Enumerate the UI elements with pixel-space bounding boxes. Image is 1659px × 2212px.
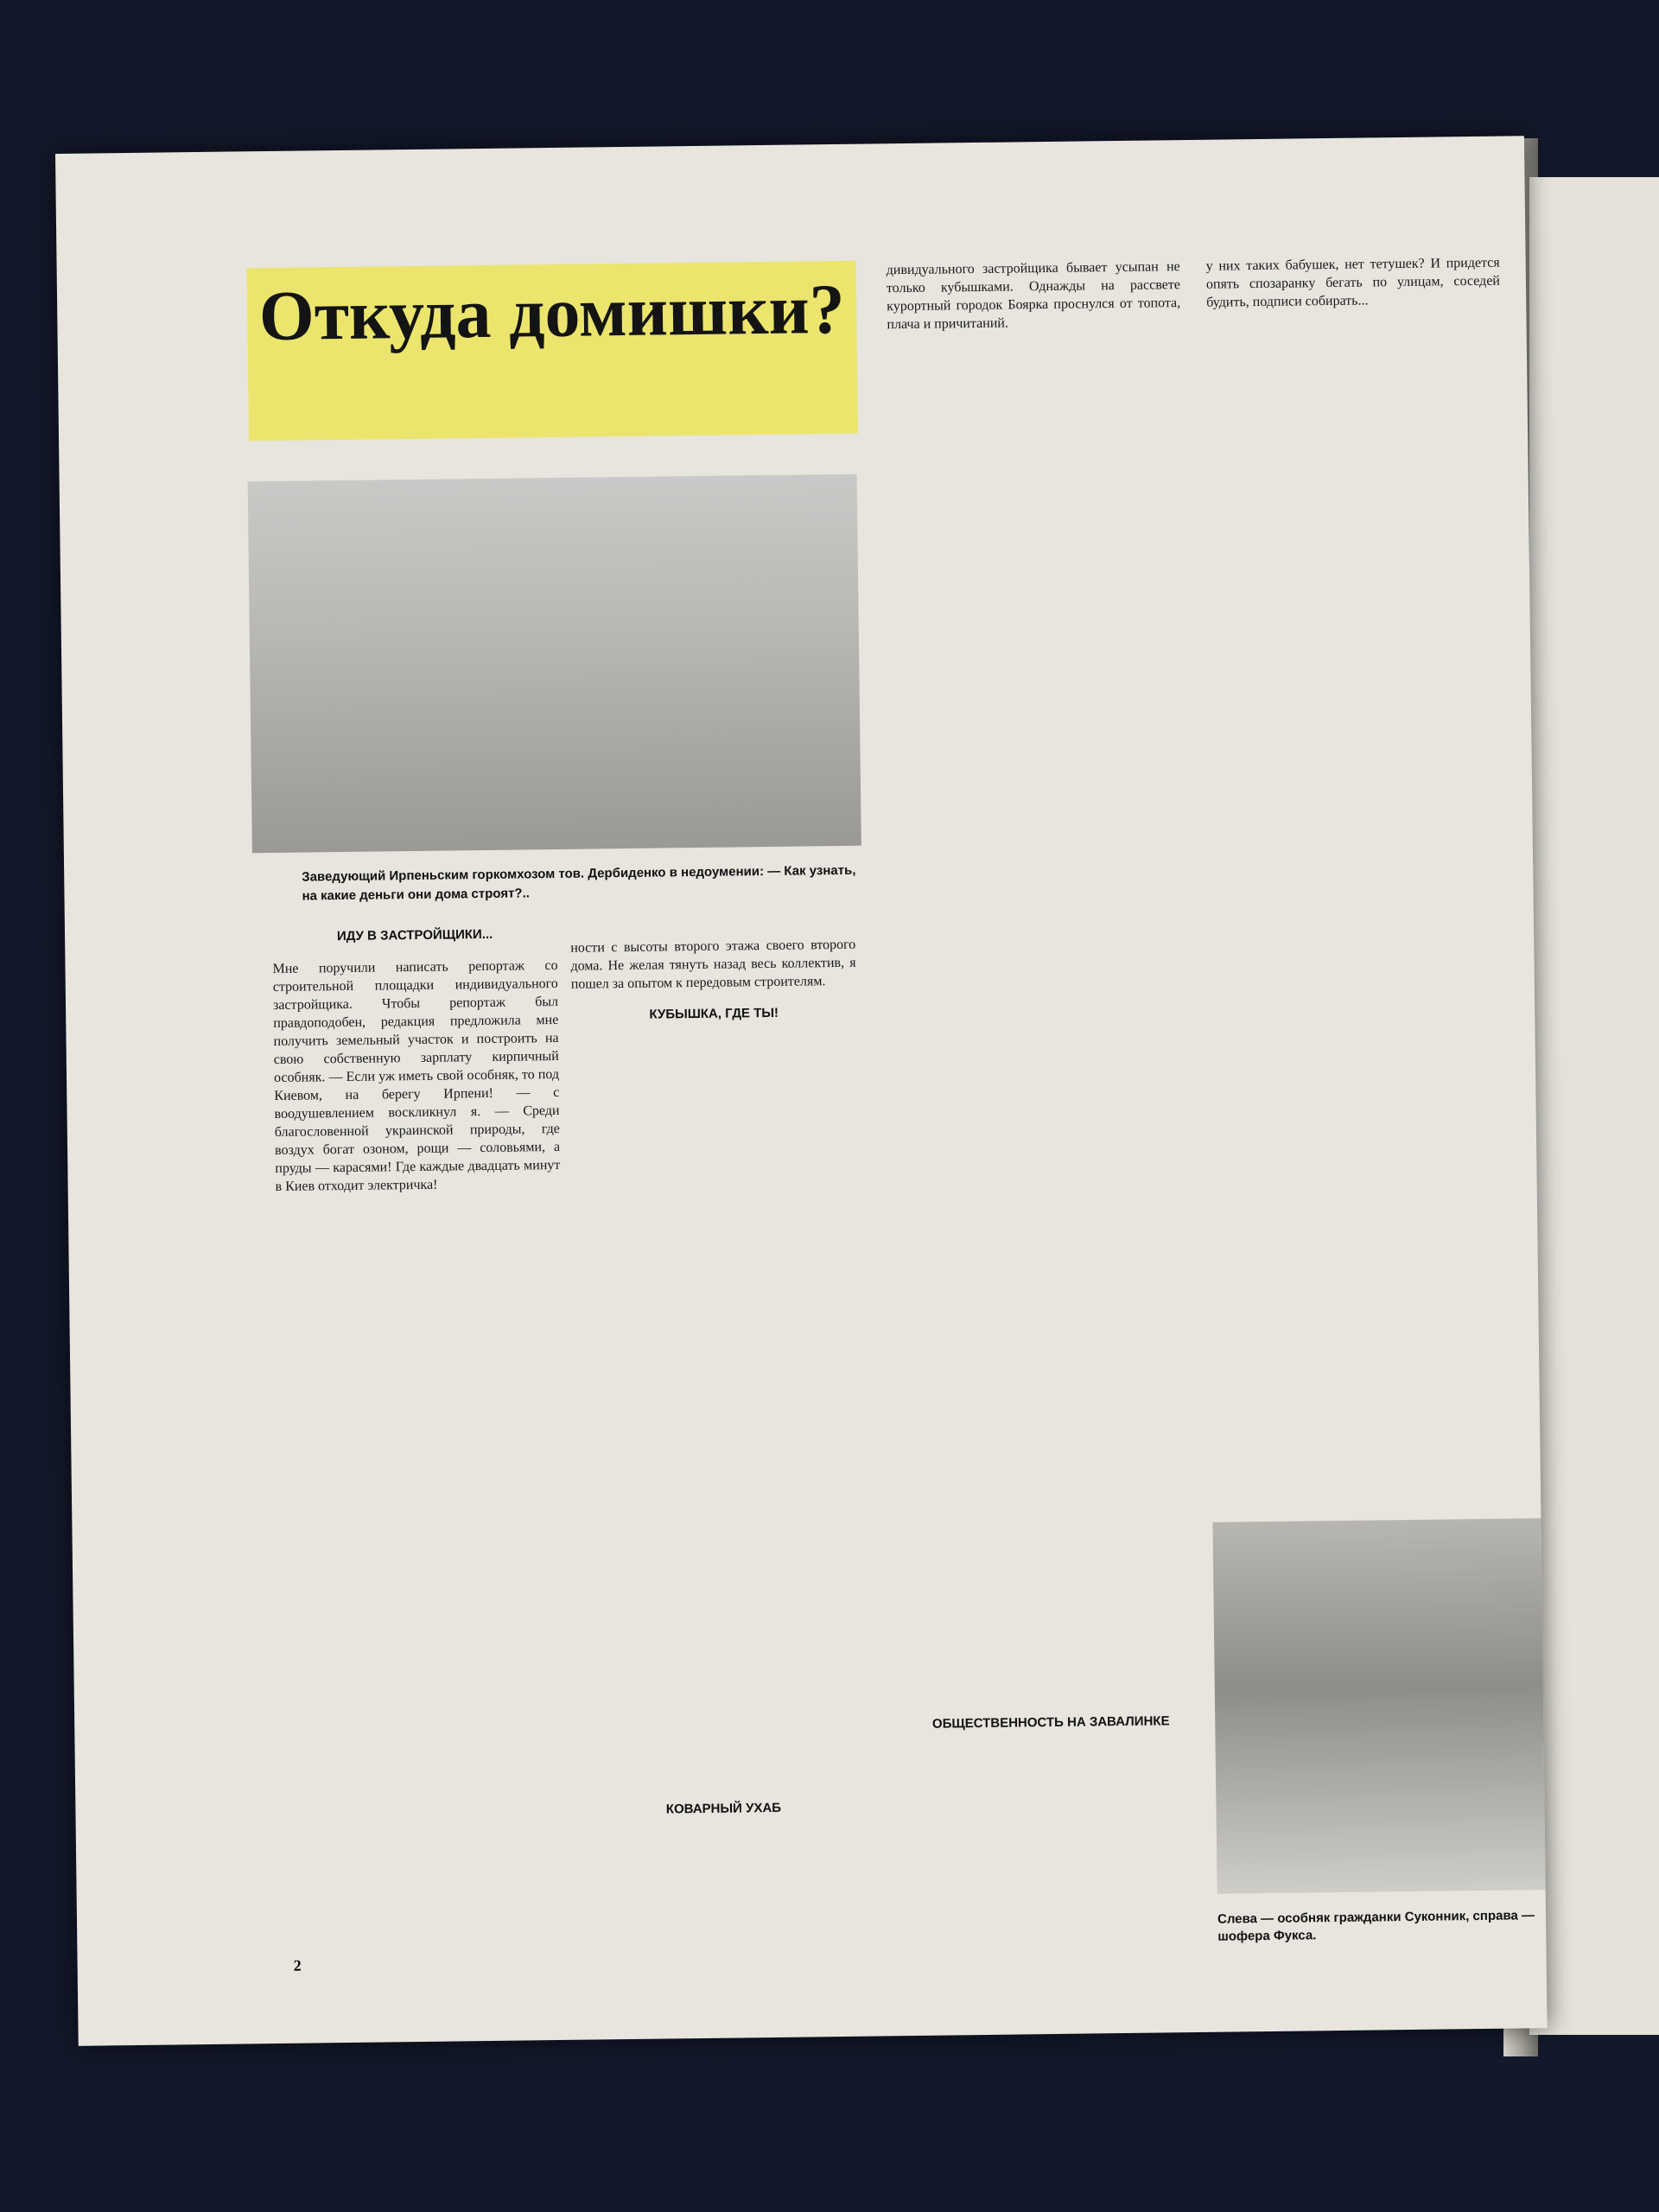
portrait-photo — [248, 474, 861, 854]
adjacent-page — [1529, 177, 1659, 2035]
page-number: 2 — [293, 1956, 302, 1974]
column-text: ности с высоты второго этажа своего второго дома. Не желая тянуть назад весь коллектив, я пошел за опытом к передовым строителям. — [570, 937, 856, 992]
headline: Откуда домишки? — [258, 269, 846, 356]
photo-caption: Заведующий Ирпеньским горкомхозом тов. Дербиденко в недоумении: — Как узнать, на какие деньги они дома строят?.. — [302, 862, 856, 904]
magazine-page — [55, 136, 1548, 2046]
house-photo — [1212, 1518, 1545, 1894]
column-text: у них таких бабушек, нет тетушек? И придется опять спозаранку бегать по улицам, соседей будить, подписи собирать... — [1205, 255, 1501, 310]
headline-box — [247, 261, 858, 442]
house-caption: Слева — особняк гражданки Суконник, справа — шофера Фукса. — [1217, 1908, 1535, 1944]
column-text: Мне поручили написать репортаж со строительной площадки индивидуального застройщика. Чтобы репортаж был правдоподобен, редакция предложила мне получить земельный участок и построить на свою собственную зарплату кирпичный особняк. — Если уж иметь свой особняк, то под Киевом, на берегу Ирпени! — с воодушевлением воскликнул я. — Среди благословенной украинской природы, где воздух богат озоном, рощи — соловьями, а пруды — карасями! Где каждые двадцать минут в Киев отходит электричка! — [272, 957, 561, 1194]
column-2 — [570, 922, 867, 1820]
section-title: ИДУ В ЗАСТРОЙЩИКИ... — [336, 926, 493, 944]
section-title: КОВАРНЫЙ УХАБ — [665, 1800, 782, 1817]
section-title: ОБЩЕСТВЕННОСТЬ НА ЗАВАЛИНКЕ — [931, 1713, 1170, 1732]
column-4 — [1205, 240, 1500, 326]
section-title: КУБЫШКА, ГДЕ ТЫ! — [649, 1005, 779, 1022]
column-1 — [272, 925, 561, 1210]
column-text: дивидуального застройщика бывает усыпан не только кубышками. Однажды на рассвете курортный городок Боярка проснулся от топота, плача и причитаний. — [886, 259, 1181, 333]
column-3 — [886, 244, 1198, 1733]
